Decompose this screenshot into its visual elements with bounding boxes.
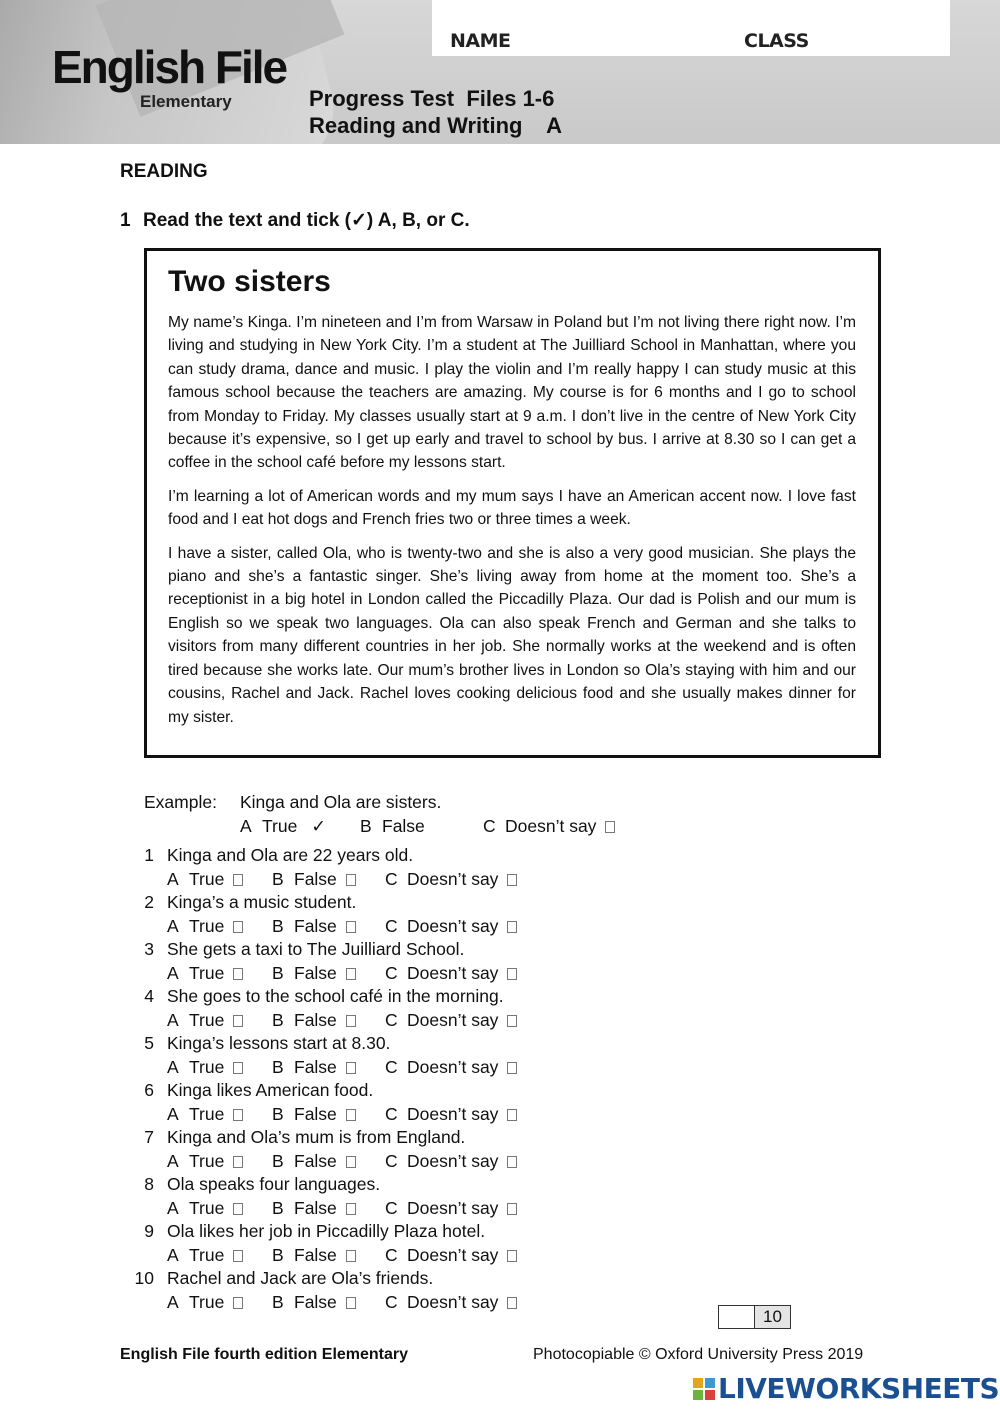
question-number: 6 [144, 1080, 154, 1100]
answer-options [167, 1104, 517, 1125]
answer-options [167, 1292, 517, 1313]
answer-options [167, 1198, 517, 1219]
question-item [130, 939, 650, 986]
checkbox-icon [605, 821, 615, 833]
reading-passage-box [144, 248, 881, 758]
question-item [130, 1221, 650, 1268]
question-number: 2 [144, 892, 154, 912]
checkbox-icon[interactable] [346, 1250, 356, 1262]
passage-paragraph: My name’s Kinga. I’m nineteen and I’m from Warsaw in Poland but I’m not living there right now. I’m living and studying in New York City. I’m a student at The Juilliard School in Manhattan, where you can study drama, dance and music. I play the violin and I’m really happy I can study music at this famous school because the teachers are amazing. My course is for 6 months and I go to school from Monday to Friday. My classes usually start at 9 a.m. I don’t live in the centre of New York City because it’s expensive, so I get up early and travel to school by bus. I arrive at 8.30 so I can get a coffee in the school café before my lessons start. [168, 314, 856, 472]
instruction-text: Read the text and tick (✓) A, B, or C. [143, 210, 470, 231]
option-a[interactable]: A True [167, 1245, 272, 1266]
liveworksheets-wordmark: LIVEWORKSHEETS [718, 1372, 1000, 1405]
option-c[interactable]: C Doesn’t say [385, 1104, 517, 1125]
question-number: 4 [144, 986, 154, 1006]
score-input[interactable] [719, 1306, 755, 1328]
instruction-number: 1 [120, 210, 131, 231]
question-number: 9 [144, 1221, 154, 1241]
liveworksheets-logo[interactable] [692, 1374, 999, 1404]
checkbox-icon[interactable] [233, 1062, 243, 1074]
checkbox-icon[interactable] [346, 968, 356, 980]
question-text: Ola speaks four languages. [167, 1174, 381, 1194]
name-class-box [432, 0, 950, 56]
option-b[interactable]: B False [272, 1151, 385, 1172]
option-a[interactable]: A True [167, 1292, 272, 1313]
option-b[interactable]: B False [272, 963, 385, 984]
example-options [240, 815, 615, 840]
checkbox-icon[interactable] [346, 1203, 356, 1215]
question-item [130, 1268, 650, 1315]
test-title-line-2: Reading and Writing A [309, 113, 562, 138]
question-item [130, 986, 650, 1033]
answer-options [167, 1245, 517, 1266]
option-a[interactable]: A True [167, 1104, 272, 1125]
answer-options [167, 916, 517, 937]
option-a[interactable]: A True [167, 916, 272, 937]
example-option-a: A True ✓ [240, 815, 360, 840]
question-list [130, 845, 650, 1315]
class-label: CLASS [744, 30, 809, 52]
option-a[interactable]: A True [167, 963, 272, 984]
option-c[interactable]: C Doesn’t say [385, 1292, 517, 1313]
question-number: 1 [144, 845, 154, 865]
footer-copyright: Photocopiable © Oxford University Press 2019 [533, 1346, 864, 1363]
checkbox-icon[interactable] [233, 874, 243, 886]
option-c[interactable]: C Doesn’t say [385, 1057, 517, 1078]
option-a[interactable]: A True [167, 1151, 272, 1172]
option-b[interactable]: B False [272, 1292, 385, 1313]
question-text: Kinga’s lessons start at 8.30. [167, 1033, 391, 1053]
question-text: Kinga and Ola’s mum is from England. [167, 1127, 466, 1147]
option-a[interactable]: A True [167, 1010, 272, 1031]
question-text: She goes to the school café in the morning. [167, 986, 504, 1006]
question-text: Kinga and Ola are 22 years old. [167, 845, 414, 865]
question-text: Kinga’s a music student. [167, 892, 357, 912]
checkbox-icon[interactable] [233, 1109, 243, 1121]
example-question: Kinga and Ola are sisters. [240, 792, 442, 812]
question-text: She gets a taxi to The Juilliard School. [167, 939, 465, 959]
english-file-logo [52, 40, 312, 120]
logo-tile [704, 1377, 716, 1389]
name-label: NAME [450, 30, 511, 52]
question-item [130, 845, 650, 892]
logo-tile [704, 1389, 716, 1401]
answer-options [167, 1010, 517, 1031]
option-c[interactable]: C Doesn’t say [385, 1245, 517, 1266]
option-a[interactable]: A True [167, 1057, 272, 1078]
example-option-c: C Doesn’t say [483, 815, 615, 839]
question-number: 8 [144, 1174, 154, 1194]
checkbox-icon[interactable] [233, 1250, 243, 1262]
option-a[interactable]: A True [167, 869, 272, 890]
question-number: 5 [144, 1033, 154, 1053]
question-item [130, 1080, 650, 1127]
answer-options [167, 1151, 517, 1172]
option-b[interactable]: B False [272, 1198, 385, 1219]
option-b[interactable]: B False [272, 1245, 385, 1266]
footer-edition: English File fourth edition Elementary [120, 1346, 409, 1363]
checkbox-icon[interactable] [507, 1297, 517, 1309]
question-text: Kinga likes American food. [167, 1080, 374, 1100]
example-label: Example: [144, 792, 217, 812]
checkbox-icon[interactable] [233, 1297, 243, 1309]
question-item [130, 1174, 650, 1221]
passage-paragraph: I’m learning a lot of American words and my mum says I have an American accent now. I love fast food and I eat hot dogs and French fries two or three times a week. [168, 487, 856, 529]
checkbox-icon[interactable] [346, 874, 356, 886]
test-title [309, 85, 562, 139]
question-item [130, 1033, 650, 1080]
option-b[interactable]: B False [272, 1010, 385, 1031]
option-c[interactable]: C Doesn’t say [385, 1151, 517, 1172]
answer-options [167, 963, 517, 984]
question-number: 7 [144, 1127, 154, 1147]
checkbox-icon[interactable] [507, 1015, 517, 1027]
passage-title: Two sisters [168, 265, 331, 298]
checkbox-icon[interactable] [346, 1109, 356, 1121]
checkbox-icon[interactable] [233, 968, 243, 980]
checkbox-icon[interactable] [507, 921, 517, 933]
checkbox-icon[interactable] [233, 1203, 243, 1215]
tick-icon: ✓ [311, 817, 327, 837]
question-item [130, 1127, 650, 1174]
example-option-b: B False [360, 816, 425, 836]
score-box [718, 1305, 791, 1329]
logo-tile [692, 1389, 704, 1401]
checkbox-icon[interactable] [507, 874, 517, 886]
answer-options [167, 1057, 517, 1078]
checkbox-icon[interactable] [233, 1015, 243, 1027]
option-c[interactable]: C Doesn’t say [385, 1010, 517, 1031]
checkbox-icon[interactable] [346, 1015, 356, 1027]
checkbox-icon[interactable] [346, 921, 356, 933]
checkbox-icon[interactable] [507, 1109, 517, 1121]
question-number: 10 [134, 1268, 154, 1288]
checkbox-icon[interactable] [346, 1156, 356, 1168]
checkbox-icon[interactable] [507, 968, 517, 980]
question-item [130, 892, 650, 939]
option-c[interactable]: C Doesn’t say [385, 869, 517, 890]
checkbox-icon[interactable] [507, 1062, 517, 1074]
option-c[interactable]: C Doesn’t say [385, 963, 517, 984]
option-c[interactable]: C Doesn’t say [385, 1198, 517, 1219]
option-a[interactable]: A True [167, 1198, 272, 1219]
brand-edition: Elementary [140, 92, 232, 111]
checkbox-icon[interactable] [346, 1297, 356, 1309]
logo-tile [692, 1377, 704, 1389]
score-total: 10 [755, 1306, 790, 1328]
checkbox-icon[interactable] [233, 921, 243, 933]
checkbox-icon[interactable] [507, 1203, 517, 1215]
checkbox-icon[interactable] [233, 1156, 243, 1168]
option-b[interactable]: B False [272, 916, 385, 937]
option-b[interactable]: B False [272, 1057, 385, 1078]
question-number: 3 [144, 939, 154, 959]
option-b[interactable]: B False [272, 869, 385, 890]
test-title-line-1: Progress Test Files 1-6 [309, 86, 555, 111]
checkbox-icon[interactable] [346, 1062, 356, 1074]
header-band [0, 0, 1000, 144]
question-text: Ola likes her job in Piccadilly Plaza hotel. [167, 1221, 486, 1241]
option-b[interactable]: B False [272, 1104, 385, 1125]
checkbox-icon[interactable] [507, 1156, 517, 1168]
instruction [120, 209, 470, 232]
answer-options [167, 869, 517, 890]
brand-name: English File [52, 41, 287, 93]
checkbox-icon[interactable] [507, 1250, 517, 1262]
liveworksheets-icon [692, 1377, 716, 1401]
passage-paragraph: I have a sister, called Ola, who is twenty-two and she is also a very good musician. She plays the piano and she’s a fantastic singer. She’s living away from home at the moment too. She’s a receptionist in a big hotel in London called the Piccadilly Plaza. Our dad is Polish and our mum is English so we speak two languages. Ola can also speak French and German and she talks to visitors from many different countries in her job. She normally works at the weekend and is often tired because she works late. Our mum’s brother lives in London so Ola’s staying with him and our cousins, Rachel and Jack. Rachel loves cooking delicious food and she usually makes dinner for my sister. [168, 544, 856, 726]
option-c[interactable]: C Doesn’t say [385, 916, 517, 937]
question-text: Rachel and Jack are Ola’s friends. [167, 1268, 434, 1288]
section-heading: READING [120, 161, 208, 182]
